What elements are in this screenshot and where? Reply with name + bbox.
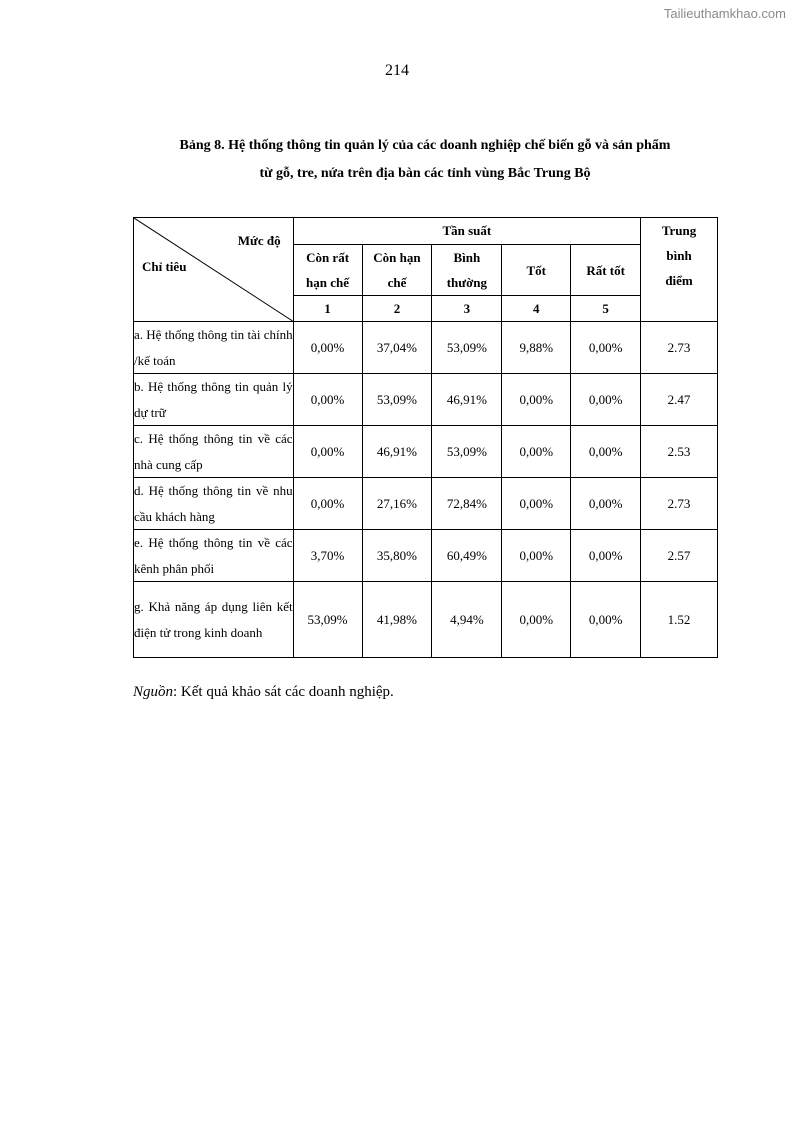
value-cell: 60,49%: [432, 530, 502, 582]
value-cell: 46,91%: [362, 426, 432, 478]
average-cell: 2.73: [641, 478, 718, 530]
column-header-line: Còn rất: [306, 250, 350, 265]
value-cell: 0,00%: [571, 478, 641, 530]
row-label: d. Hệ thống thông tin về nhu cầu khách hàng: [134, 478, 294, 530]
source-label: Nguồn: [133, 684, 174, 700]
source-note: [133, 684, 394, 701]
value-cell: 0,00%: [293, 478, 362, 530]
value-cell: 27,16%: [362, 478, 432, 530]
value-cell: 0,00%: [571, 530, 641, 582]
value-cell: 0,00%: [293, 426, 362, 478]
value-cell: 35,80%: [362, 530, 432, 582]
value-cell: 0,00%: [571, 426, 641, 478]
source-text: : Kết quả khảo sát các doanh nghiệp.: [173, 684, 394, 700]
table-title: [120, 132, 730, 188]
column-header-line: chế: [387, 275, 407, 290]
average-header-line: Trung: [661, 223, 697, 238]
column-number: 3: [432, 296, 502, 322]
column-header-line: Rất tốt: [586, 262, 625, 278]
value-cell: 53,09%: [293, 582, 362, 658]
column-number: 4: [502, 296, 571, 322]
value-cell: 0,00%: [502, 478, 571, 530]
corner-label-criteria: Chỉ tiêu: [142, 259, 187, 274]
corner-header-cell: [134, 218, 294, 322]
survey-table: [133, 217, 718, 658]
row-label: a. Hệ thống thông tin tài chính /kế toán: [134, 322, 294, 374]
average-header-line: bình: [666, 248, 692, 263]
column-number: 1: [293, 296, 362, 322]
value-cell: 0,00%: [502, 426, 571, 478]
value-cell: 0,00%: [502, 374, 571, 426]
average-cell: 1.52: [641, 582, 718, 658]
average-cell: 2.73: [641, 322, 718, 374]
value-cell: 0,00%: [293, 374, 362, 426]
value-cell: 4,94%: [432, 582, 502, 658]
corner-label-level: Mức độ: [237, 233, 281, 248]
average-cell: 2.57: [641, 530, 718, 582]
value-cell: 46,91%: [432, 374, 502, 426]
average-header-line: điểm: [665, 273, 693, 288]
table-row: [134, 582, 718, 658]
watermark: Tailieuthamkhao.com: [663, 6, 786, 21]
column-header-normal: [432, 245, 502, 296]
table-row: [134, 322, 718, 374]
average-cell: 2.47: [641, 374, 718, 426]
value-cell: 72,84%: [432, 478, 502, 530]
column-header-line: thường: [446, 275, 487, 290]
value-cell: 9,88%: [502, 322, 571, 374]
table-row: [134, 374, 718, 426]
row-label: g. Khả năng áp dụng liên kết điện tử trong kinh doanh: [134, 582, 294, 658]
value-cell: 53,09%: [362, 374, 432, 426]
column-number: 2: [362, 296, 432, 322]
column-header-line: Còn hạn: [373, 250, 421, 265]
column-header-line: hạn chế: [306, 275, 350, 290]
column-header-line: Tốt: [526, 262, 546, 278]
value-cell: 0,00%: [502, 582, 571, 658]
row-label: e. Hệ thống thông tin về các kênh phân phối: [134, 530, 294, 582]
value-cell: 0,00%: [502, 530, 571, 582]
value-cell: 53,09%: [432, 322, 502, 374]
table-row: [134, 478, 718, 530]
value-cell: 53,09%: [432, 426, 502, 478]
frequency-group-header: Tần suất: [293, 218, 641, 245]
value-cell: 37,04%: [362, 322, 432, 374]
column-header-limited: [362, 245, 432, 296]
value-cell: 0,00%: [571, 374, 641, 426]
table-row: [134, 530, 718, 582]
average-cell: 2.53: [641, 426, 718, 478]
column-header-good: [502, 245, 571, 296]
column-header-line: Bình: [453, 250, 481, 265]
value-cell: 41,98%: [362, 582, 432, 658]
row-label: b. Hệ thống thông tin quản lý dự trữ: [134, 374, 294, 426]
value-cell: 3,70%: [293, 530, 362, 582]
table-title-line-1: Bảng 8. Hệ thống thông tin quản lý của các doanh nghiệp chế biến gỗ và sản phẩm: [179, 138, 671, 153]
page-number: 214: [385, 62, 409, 79]
column-number: 5: [571, 296, 641, 322]
table-title-line-2: từ gỗ, tre, nứa trên địa bàn các tỉnh vùng Bắc Trung Bộ: [259, 166, 591, 181]
column-header-very-good: [571, 245, 641, 296]
average-score-header: [641, 218, 718, 322]
value-cell: 0,00%: [293, 322, 362, 374]
column-header-very-limited: [293, 245, 362, 296]
value-cell: 0,00%: [571, 322, 641, 374]
table-row: [134, 426, 718, 478]
row-label: c. Hệ thống thông tin về các nhà cung cấp: [134, 426, 294, 478]
value-cell: 0,00%: [571, 582, 641, 658]
